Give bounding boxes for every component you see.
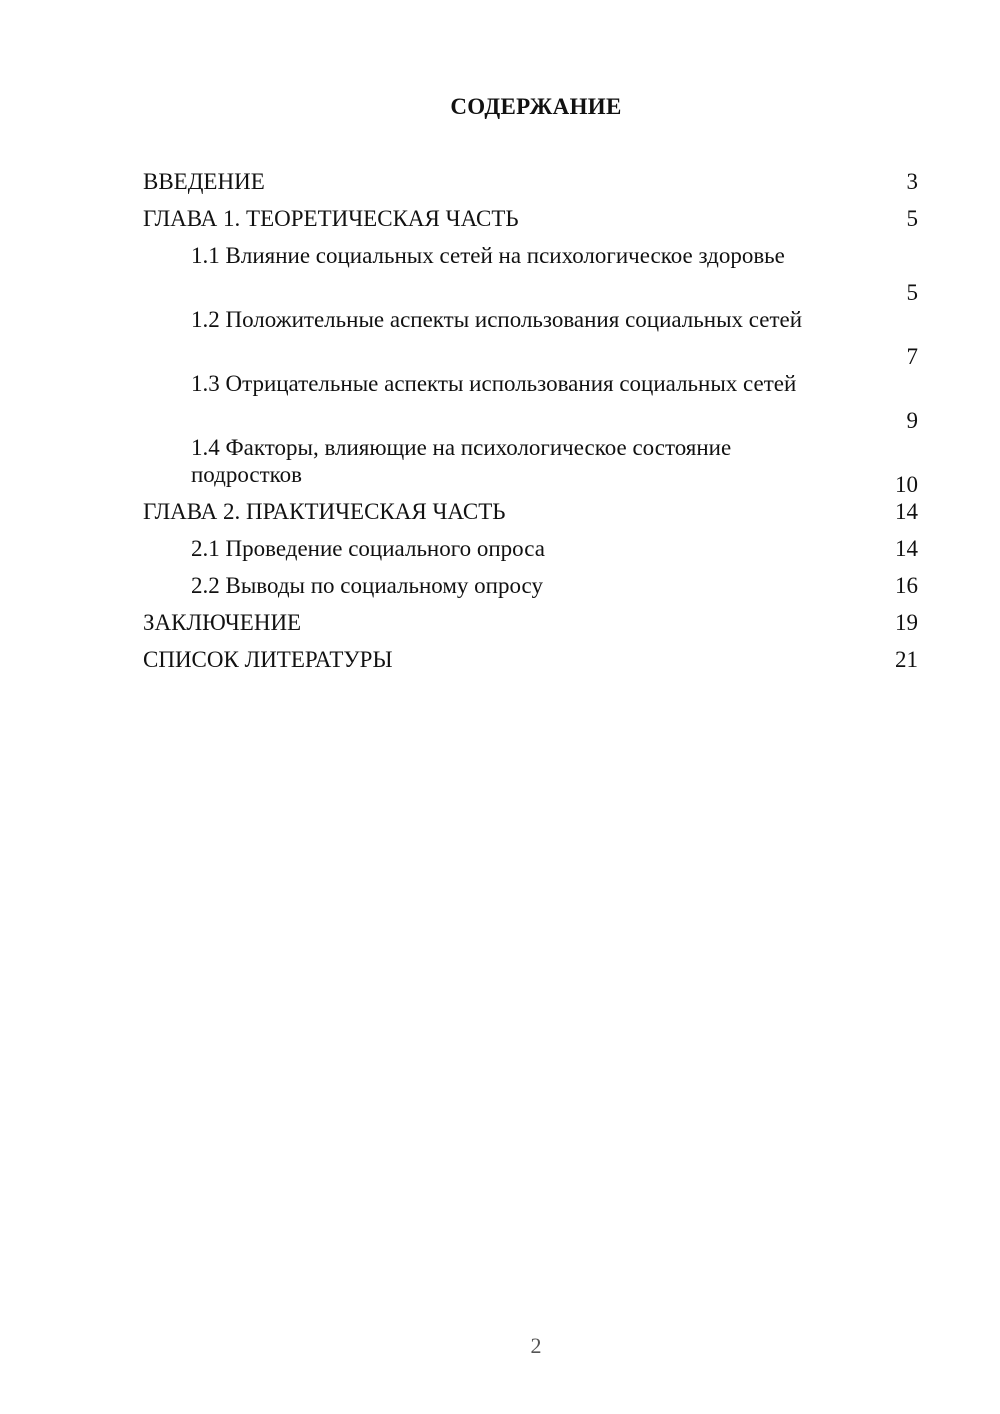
toc-entry-page: 14 — [895, 499, 918, 524]
toc-title: СОДЕРЖАНИЕ — [450, 94, 622, 119]
toc-entry-chapter-2[interactable] — [143, 498, 918, 535]
toc-entry-page: 10 — [895, 472, 918, 497]
toc-entry-introduction[interactable] — [143, 168, 918, 205]
toc-entry-page: 7 — [906, 344, 918, 369]
table-of-contents — [143, 168, 918, 683]
toc-entry-label: 1.1 Влияние социальных сетей на психологическое здоровье — [191, 243, 785, 268]
toc-entry-page: 5 — [906, 206, 918, 231]
toc-entry-label: 1.4 Факторы, влияющие на психологическое состояние подростков — [191, 435, 732, 487]
toc-entry-page: 19 — [895, 610, 918, 635]
toc-entry-page: 21 — [895, 647, 918, 672]
toc-entry-label: СПИСОК ЛИТЕРАТУРЫ — [143, 647, 393, 672]
toc-entry-section-2-1[interactable] — [143, 535, 918, 572]
toc-entry-label: 2.1 Проведение социального опроса — [191, 536, 545, 561]
toc-entry-label: 1.3 Отрицательные аспекты использования социальных сетей — [191, 371, 797, 396]
toc-entry-chapter-1[interactable] — [143, 205, 918, 242]
toc-entry-page: 5 — [906, 280, 918, 305]
toc-entry-label: ЗАКЛЮЧЕНИЕ — [143, 610, 302, 635]
toc-entry-section-1-1[interactable] — [143, 242, 918, 306]
toc-entry-page: 16 — [895, 573, 918, 598]
toc-entry-label: 2.2 Выводы по социальному опросу — [191, 573, 543, 598]
toc-entry-page: 9 — [906, 408, 918, 433]
toc-entry-label: 1.2 Положительные аспекты использования социальных сетей — [191, 307, 803, 332]
toc-entry-section-1-3[interactable] — [143, 370, 918, 434]
toc-entry-references[interactable] — [143, 646, 918, 683]
toc-entry-page: 14 — [895, 536, 918, 561]
toc-entry-label: ГЛАВА 1. ТЕОРЕТИЧЕСКАЯ ЧАСТЬ — [143, 206, 519, 231]
toc-entry-label: ВВЕДЕНИЕ — [143, 169, 265, 194]
toc-entry-conclusion[interactable] — [143, 609, 918, 646]
toc-entry-section-1-2[interactable] — [143, 306, 918, 370]
toc-entry-page: 3 — [906, 169, 918, 194]
toc-entry-section-1-4[interactable] — [143, 434, 918, 498]
page-number: 2 — [530, 1333, 542, 1358]
toc-entry-label: ГЛАВА 2. ПРАКТИЧЕСКАЯ ЧАСТЬ — [143, 499, 506, 524]
toc-entry-section-2-2[interactable] — [143, 572, 918, 609]
